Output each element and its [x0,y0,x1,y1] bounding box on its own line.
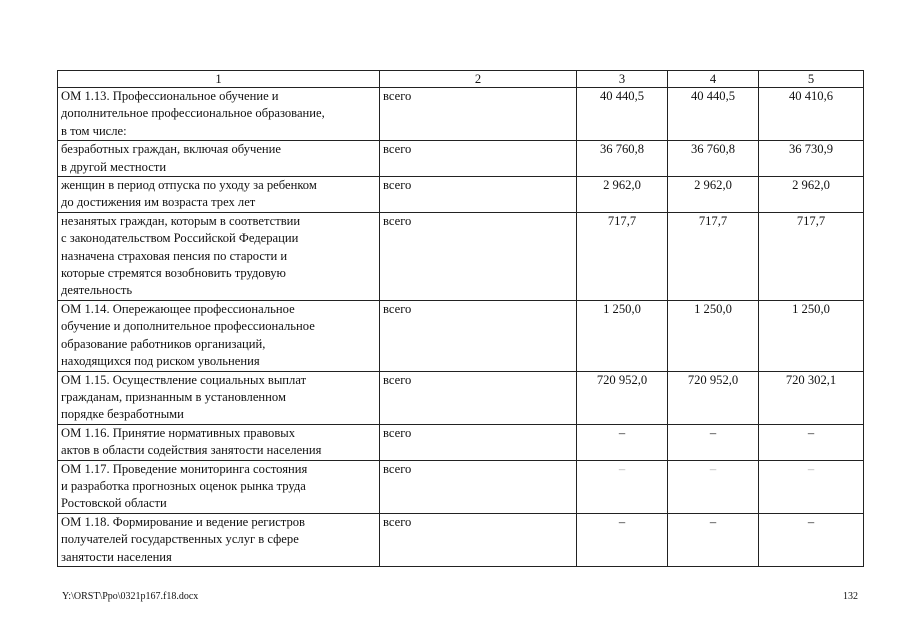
row-value-3: 40 440,5 [577,88,668,141]
table-row [58,141,864,177]
row-value-4: 40 440,5 [668,88,759,141]
row-value-3: 36 760,8 [577,141,668,177]
row-value-5: 36 730,9 [759,141,864,177]
column-header-3: 3 [577,71,668,88]
row-type: всего [380,424,577,460]
row-type: всего [380,177,577,213]
table-row [58,460,864,513]
row-value-4: 717,7 [668,212,759,300]
row-type: всего [380,460,577,513]
row-name: женщин в период отпуска по уходу за ребенком до достижения им возраста трех лет [58,177,380,213]
footer-file-path: Y:\ORST\Ppo\0321p167.f18.docx [62,591,199,602]
row-value-4: 720 952,0 [668,371,759,424]
row-value-5: – [759,460,864,513]
row-type: всего [380,212,577,300]
row-type: всего [380,371,577,424]
row-value-3: 720 952,0 [577,371,668,424]
row-type: всего [380,513,577,566]
row-value-3: – [577,460,668,513]
row-value-5: 2 962,0 [759,177,864,213]
row-value-3: 2 962,0 [577,177,668,213]
table-row [58,513,864,566]
row-value-4: – [668,424,759,460]
row-value-3: 717,7 [577,212,668,300]
row-value-3: 1 250,0 [577,300,668,371]
table-row [58,300,864,371]
row-name: ОМ 1.15. Осуществление социальных выплат гражданам, признанным в установленном порядке безработными [58,371,380,424]
row-name: незанятых граждан, которым в соответствии с законодательством Российской Федерации назначена страховая пенсия по старости и которые стремятся возобновить трудовую деятельность [58,212,380,300]
row-type: всего [380,300,577,371]
budget-table [57,70,864,567]
column-header-2: 2 [380,71,577,88]
row-value-3: – [577,513,668,566]
row-value-5: – [759,424,864,460]
table-row [58,424,864,460]
row-type: всего [380,88,577,141]
row-name: ОМ 1.14. Опережающее профессиональное обучение и дополнительное профессиональное образование работников организаций, находящихся под риском увольнения [58,300,380,371]
row-value-4: 36 760,8 [668,141,759,177]
column-header-1: 1 [58,71,380,88]
row-value-5: 40 410,6 [759,88,864,141]
row-value-3: – [577,424,668,460]
table-row [58,371,864,424]
page-number: 132 [843,591,858,602]
table-header-row [58,71,864,88]
row-value-5: 720 302,1 [759,371,864,424]
row-value-4: 2 962,0 [668,177,759,213]
row-name: безработных граждан, включая обучение в другой местности [58,141,380,177]
table-row [58,88,864,141]
row-type: всего [380,141,577,177]
row-name: ОМ 1.17. Проведение мониторинга состояния и разработка прогнозных оценок рынка труда Ростовской области [58,460,380,513]
column-header-5: 5 [759,71,864,88]
row-value-4: – [668,513,759,566]
row-value-4: 1 250,0 [668,300,759,371]
table-row [58,177,864,213]
table-row [58,212,864,300]
row-value-5: 717,7 [759,212,864,300]
row-name: ОМ 1.13. Профессиональное обучение и дополнительное профессиональное образование, в том числе: [58,88,380,141]
row-name: ОМ 1.18. Формирование и ведение регистров получателей государственных услуг в сфере занятости населения [58,513,380,566]
row-name: ОМ 1.16. Принятие нормативных правовых актов в области содействия занятости населения [58,424,380,460]
row-value-4: – [668,460,759,513]
row-value-5: 1 250,0 [759,300,864,371]
row-value-5: – [759,513,864,566]
column-header-4: 4 [668,71,759,88]
